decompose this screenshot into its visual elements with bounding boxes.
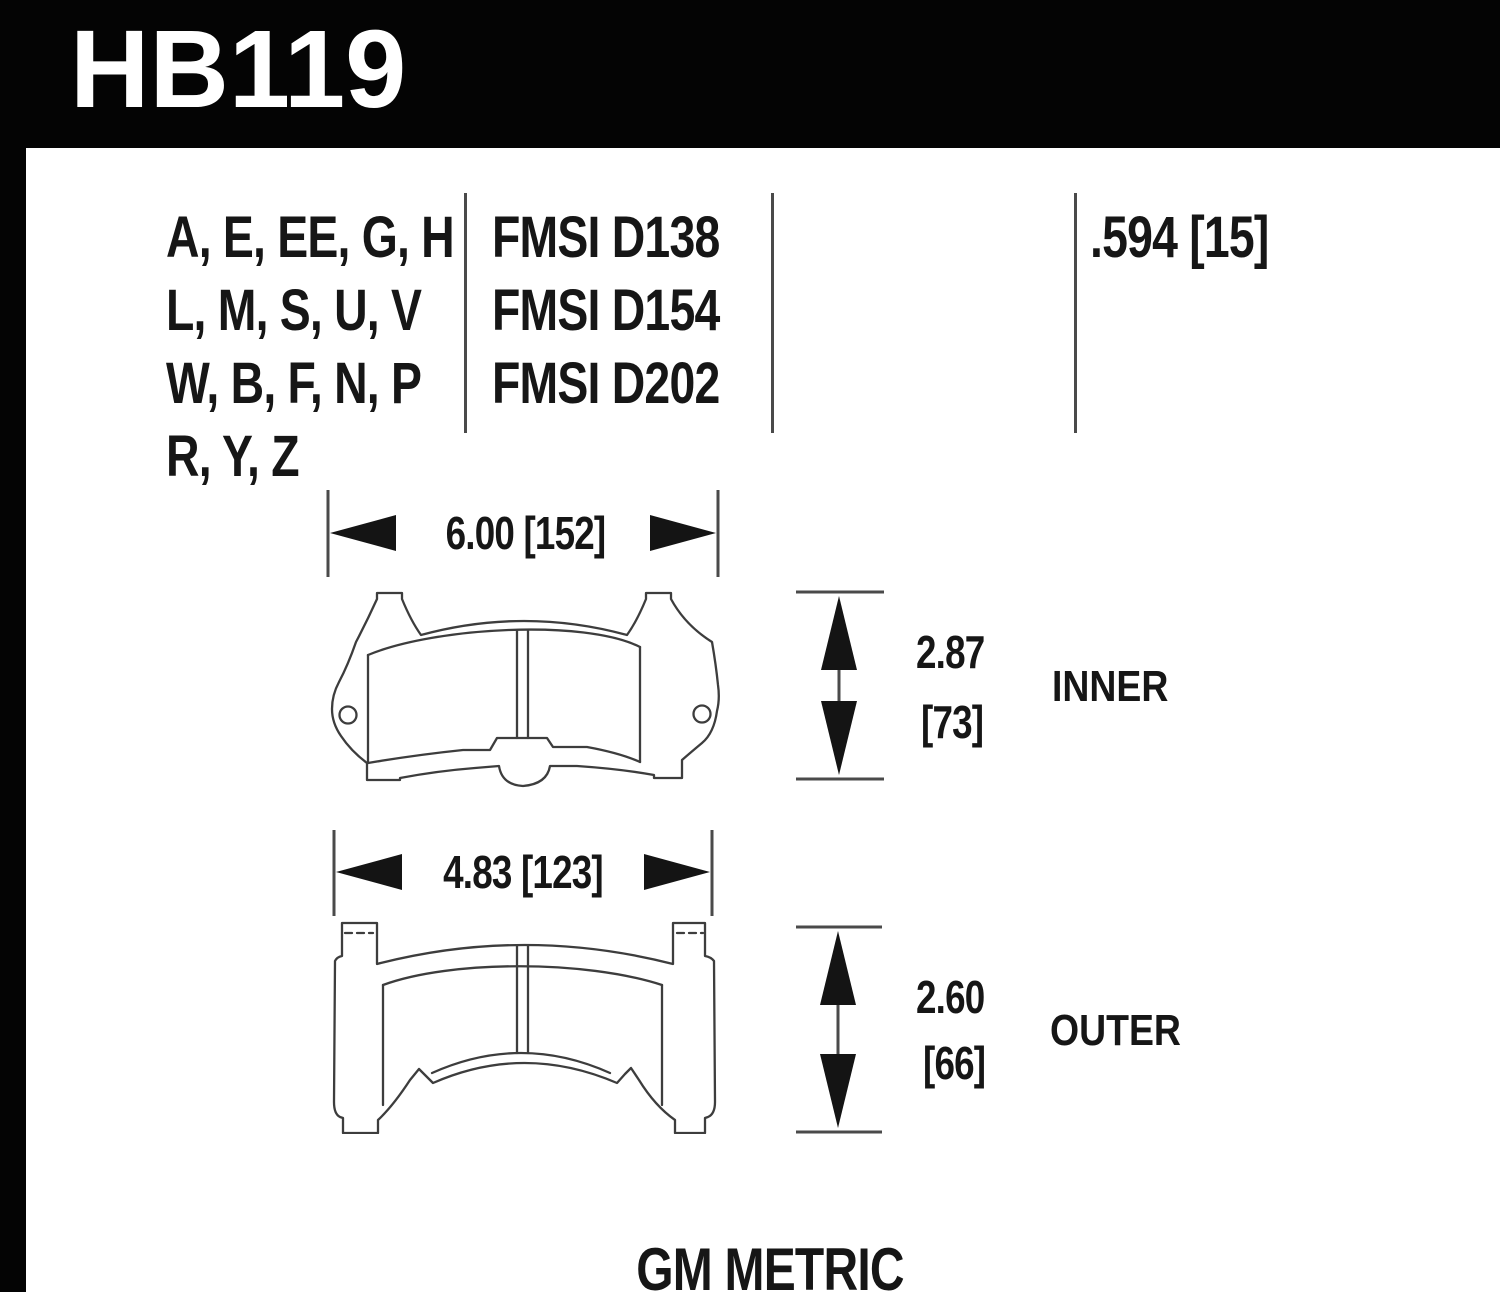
fmsi-row: FMSI D202 xyxy=(492,351,720,416)
outer-height-dim-graphics xyxy=(796,927,882,1132)
part-number: HB119 xyxy=(70,8,407,131)
inner-height-inches: 2.87 xyxy=(916,626,985,678)
compound-letters-row: A, E, EE, G, H xyxy=(166,205,454,270)
compound-letters-row: W, B, F, N, P xyxy=(166,351,422,416)
fmsi-row: FMSI D154 xyxy=(492,278,720,343)
outer-width-dimension: 4.83 [123] xyxy=(443,846,603,898)
dimension-arrow-up xyxy=(820,931,856,1005)
dimension-arrow-down xyxy=(820,1054,856,1128)
inner-width-dimension: 6.00 [152] xyxy=(445,507,606,559)
compound-letters-row: L, M, S, U, V xyxy=(166,278,422,343)
dimension-arrow-left xyxy=(336,854,402,890)
application-label: GM METRIC xyxy=(636,1236,904,1296)
dimension-arrow-down xyxy=(821,701,857,775)
outer-pad-label: OUTER xyxy=(1050,1006,1181,1055)
dimension-arrow-right xyxy=(650,515,716,551)
dimension-arrow-up xyxy=(821,596,857,670)
pad-thickness: .594 [15] xyxy=(1090,205,1269,270)
dimension-arrow-left xyxy=(330,515,396,551)
inner-height-mm: [73] xyxy=(921,696,984,748)
outer-width-dim-graphics xyxy=(334,830,712,916)
inner-height-dim-graphics xyxy=(796,592,884,779)
inner-pad-label: INNER xyxy=(1052,662,1169,711)
dimension-arrow-right xyxy=(644,854,710,890)
outer-height-inches: 2.60 xyxy=(916,971,985,1023)
outer-height-mm: [66] xyxy=(923,1037,986,1089)
inner-width-dim-graphics xyxy=(328,490,718,577)
compound-letters-row: R, Y, Z xyxy=(166,424,299,489)
fmsi-row: FMSI D138 xyxy=(492,205,720,270)
